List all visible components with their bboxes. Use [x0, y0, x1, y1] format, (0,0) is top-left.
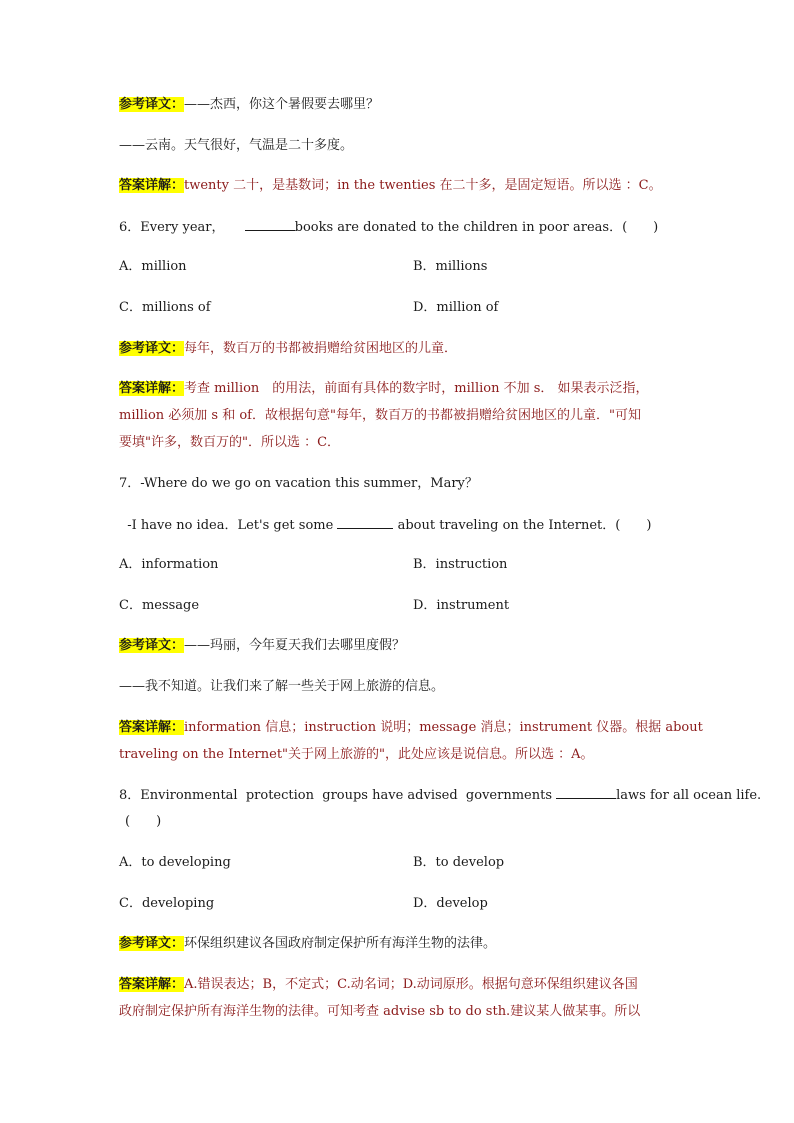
q6-explanation-line1 — [119, 380, 649, 398]
q6-option-c: C．millions of — [119, 300, 211, 315]
q6-blank — [245, 218, 295, 231]
explanation-label: 答案详解： — [119, 178, 185, 193]
q6-explanation-line3: 要填"许多，数百万的"．所以选 ：C． — [119, 435, 341, 450]
q7-explanation-line2: traveling on the Internet"关于网上旅游的"，此处应该是说信息。所以选 ：A。 — [119, 747, 594, 762]
explanation-text: information 信息；instruction 说明；message 消息；instrument 仪器。根据 about — [184, 720, 703, 735]
top-explanation — [119, 177, 662, 195]
q6-translation — [119, 340, 457, 358]
top-translation-line2: ——云南。天气很好，气温是二十多度。 — [119, 138, 354, 153]
translation-text: 每年，数百万的书都被捐赠给贫困地区的儿童． — [184, 341, 458, 356]
q8-option-d: D．develop — [413, 896, 488, 911]
q7-translation-line1 — [119, 637, 405, 655]
q7-option-a: A．information — [119, 557, 219, 572]
q7-stem-start: -I have no idea．Let's get some — [119, 518, 334, 533]
q6-stem-start: 6．Every year， — [119, 220, 225, 235]
q6-option-a: A．million — [119, 259, 187, 274]
q7-stem-end: about traveling on the Internet．( ) — [397, 518, 652, 533]
q8-option-c: C．developing — [119, 896, 215, 911]
q6-explanation-line2: million 必须加 s 和 of．故根据句意"每年，数百万的书都被捐赠给贫困地区的儿童．"可知 — [119, 408, 641, 423]
explanation-text: 考查 million 的用法，前面有具体的数字时，million 不加 s． 如果表示泛指， — [184, 381, 649, 396]
q8-option-b: B．to develop — [413, 855, 505, 870]
q8-blank — [556, 786, 616, 799]
translation-label: 参考译文： — [119, 638, 185, 653]
translation-label: 参考译文： — [119, 341, 185, 356]
translation-text: ——杰西，你这个暑假要去哪里？ — [184, 97, 380, 112]
q8-explanation-line2: 政府制定保护所有海洋生物的法律。可知考查 advise sb to do sth.建议某人做某事。所以 — [119, 1004, 641, 1019]
q7-explanation-line1 — [119, 719, 703, 737]
q8-translation — [119, 935, 496, 953]
translation-label: 参考译文： — [119, 97, 185, 112]
q8-stem-line2: ( ) — [125, 814, 162, 829]
explanation-text: A.错误表达；B，不定式；C.动名词；D.动词原形。根据句意环保组织建议各国 — [184, 977, 638, 992]
q6-stem — [119, 218, 658, 237]
q7-option-c: C．message — [119, 598, 200, 613]
explanation-label: 答案详解： — [119, 381, 185, 396]
explanation-label: 答案详解： — [119, 977, 185, 992]
q8-stem-start: 8．Environmental protection groups have advised governments — [119, 788, 552, 803]
translation-label: 参考译文： — [119, 936, 185, 951]
q7-stem-line1: 7．-Where do we go on vacation this summer，Mary？ — [119, 476, 478, 491]
q8-stem-line1 — [119, 786, 761, 805]
q6-option-b: B．millions — [413, 259, 488, 274]
q8-option-a: A．to developing — [119, 855, 231, 870]
q6-option-d: D．million of — [413, 300, 499, 315]
q6-stem-end: books are donated to the children in poor areas．( ) — [294, 220, 659, 235]
q7-option-d: D．instrument — [413, 598, 510, 613]
q8-explanation-line1 — [119, 976, 638, 994]
explanation-text: twenty 二十，是基数词；in the twenties 在二十多，是固定短语。所以选 ：C。 — [184, 178, 662, 193]
explanation-label: 答案详解： — [119, 720, 185, 735]
top-translation-line1 — [119, 96, 379, 114]
q7-option-b: B．instruction — [413, 557, 508, 572]
translation-text: 环保组织建议各国政府制定保护所有海洋生物的法律。 — [184, 936, 497, 951]
translation-text: ——玛丽，今年夏天我们去哪里度假？ — [184, 638, 406, 653]
q7-stem-line2 — [119, 516, 651, 535]
q8-stem-end: laws for all ocean life. — [616, 788, 762, 803]
q7-blank — [337, 516, 393, 529]
q7-translation-line2: ——我不知道。让我们来了解一些关于网上旅游的信息。 — [119, 679, 445, 694]
